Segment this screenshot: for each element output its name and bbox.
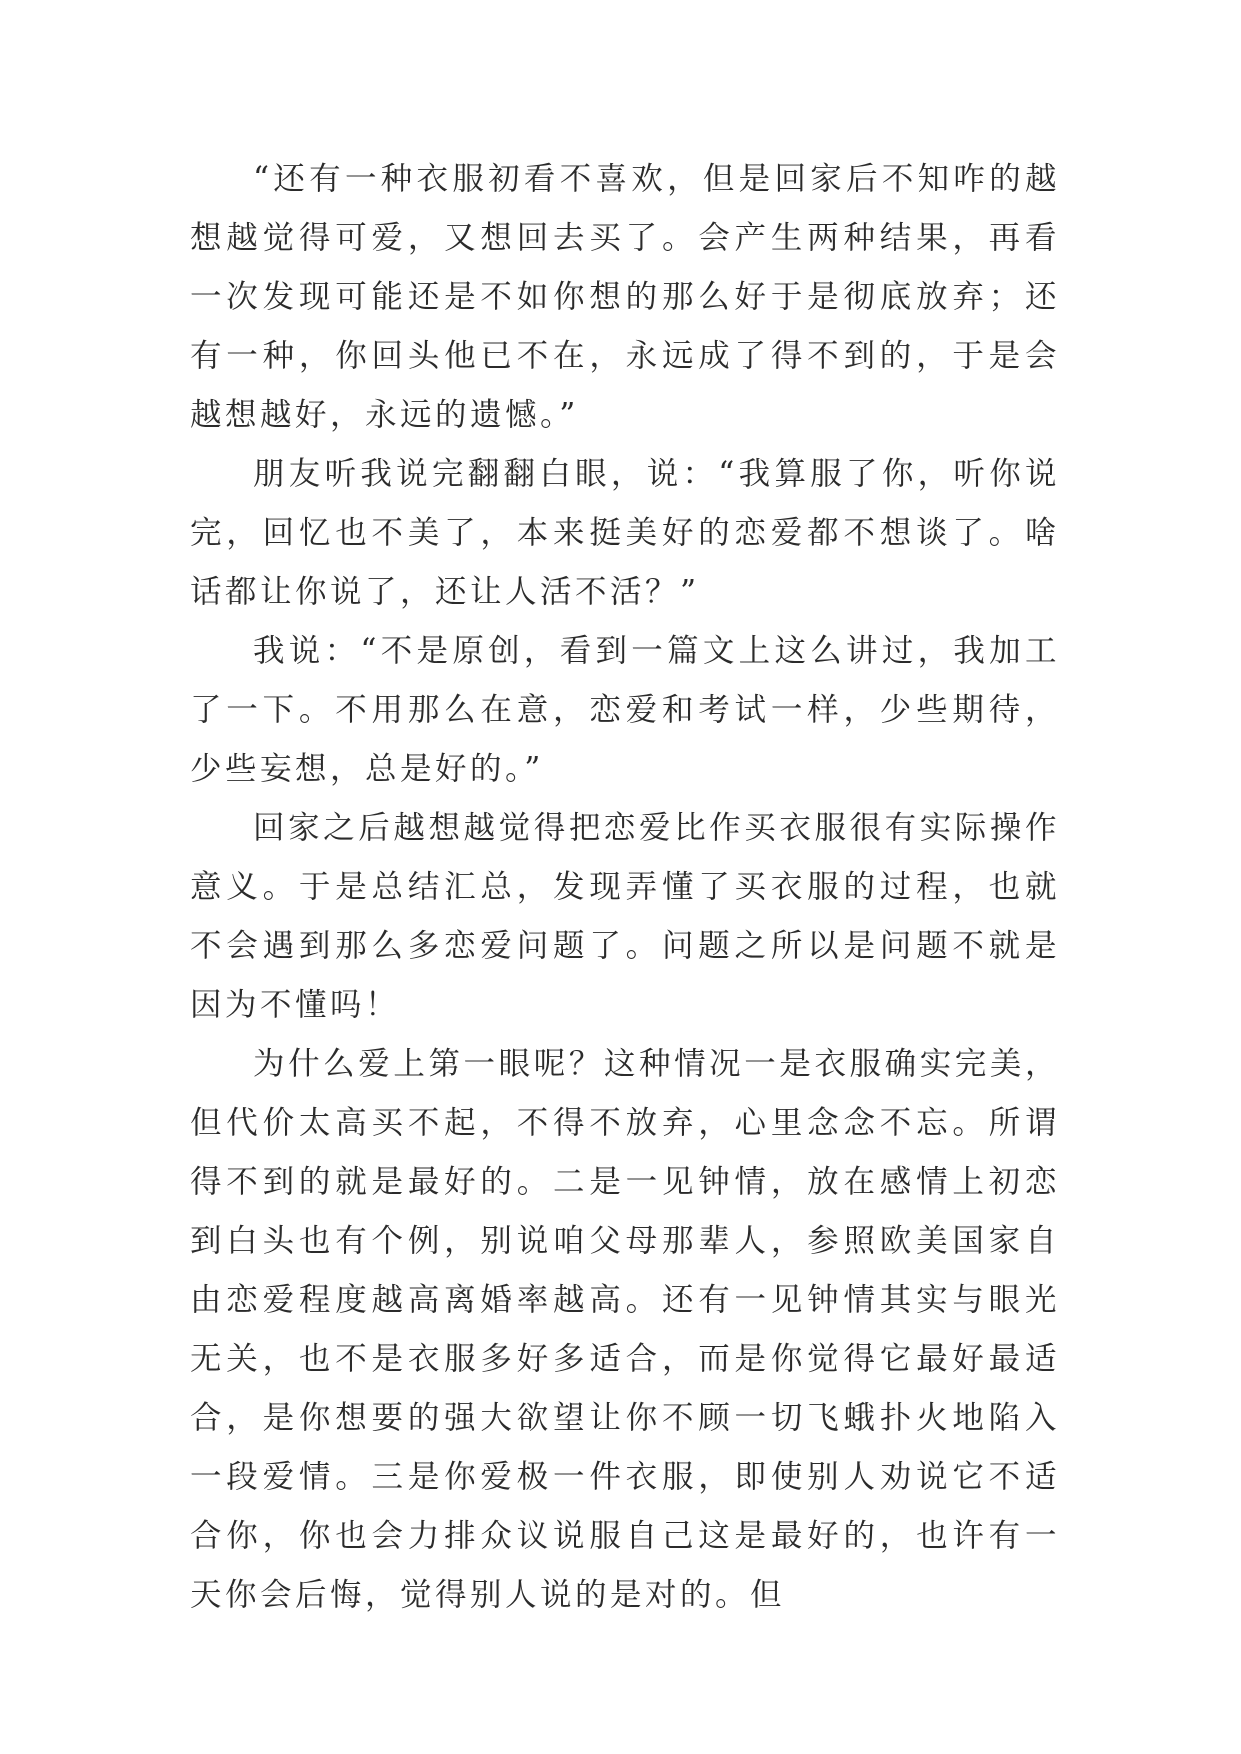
paragraph: 朋友听我说完翻翻白眼，说：“我算服了你，听你说完，回忆也不美了，本来挺美好的恋爱都不想谈了。啥话都让你说了，还让人活不活？” [190, 456, 1060, 610]
paragraph: 为什么爱上第一眼呢？这种情况一是衣服确实完美，但代价太高买不起，不得不放弃，心里念念不忘。所谓得不到的就是最好的。二是一见钟情，放在感情上初恋到白头也有个例，别说咱父母那辈人，参照欧美国家自由恋爱程度越高离婚率越高。还有一见钟情其实与眼光无关，也不是衣服多好多适合，而是你觉得它最好最适合，是你想要的强大欲望让你不顾一切飞蛾扑火地陷入一段爱情。三是你爱极一件衣服，即使别人劝说它不适合你，你也会力排众议说服自己这是最好的，也许有一天你会后悔，觉得别人说的是对的。但 [190, 1046, 1060, 1613]
document-page [190, 150, 1060, 1625]
paragraph: 回家之后越想越觉得把恋爱比作买衣服很有实际操作意义。于是总结汇总，发现弄懂了买衣服的过程，也就不会遇到那么多恋爱问题了。问题之所以是问题不就是因为不懂吗！ [190, 810, 1060, 1023]
paragraph: “还有一种衣服初看不喜欢，但是回家后不知咋的越想越觉得可爱，又想回去买了。会产生两种结果，再看一次发现可能还是不如你想的那么好于是彻底放弃；还有一种，你回头他已不在，永远成了得不到的，于是会越想越好，永远的遗憾。” [190, 161, 1060, 433]
paragraph: 我说：“不是原创，看到一篇文上这么讲过，我加工了一下。不用那么在意，恋爱和考试一样，少些期待，少些妄想，总是好的。” [190, 633, 1060, 787]
